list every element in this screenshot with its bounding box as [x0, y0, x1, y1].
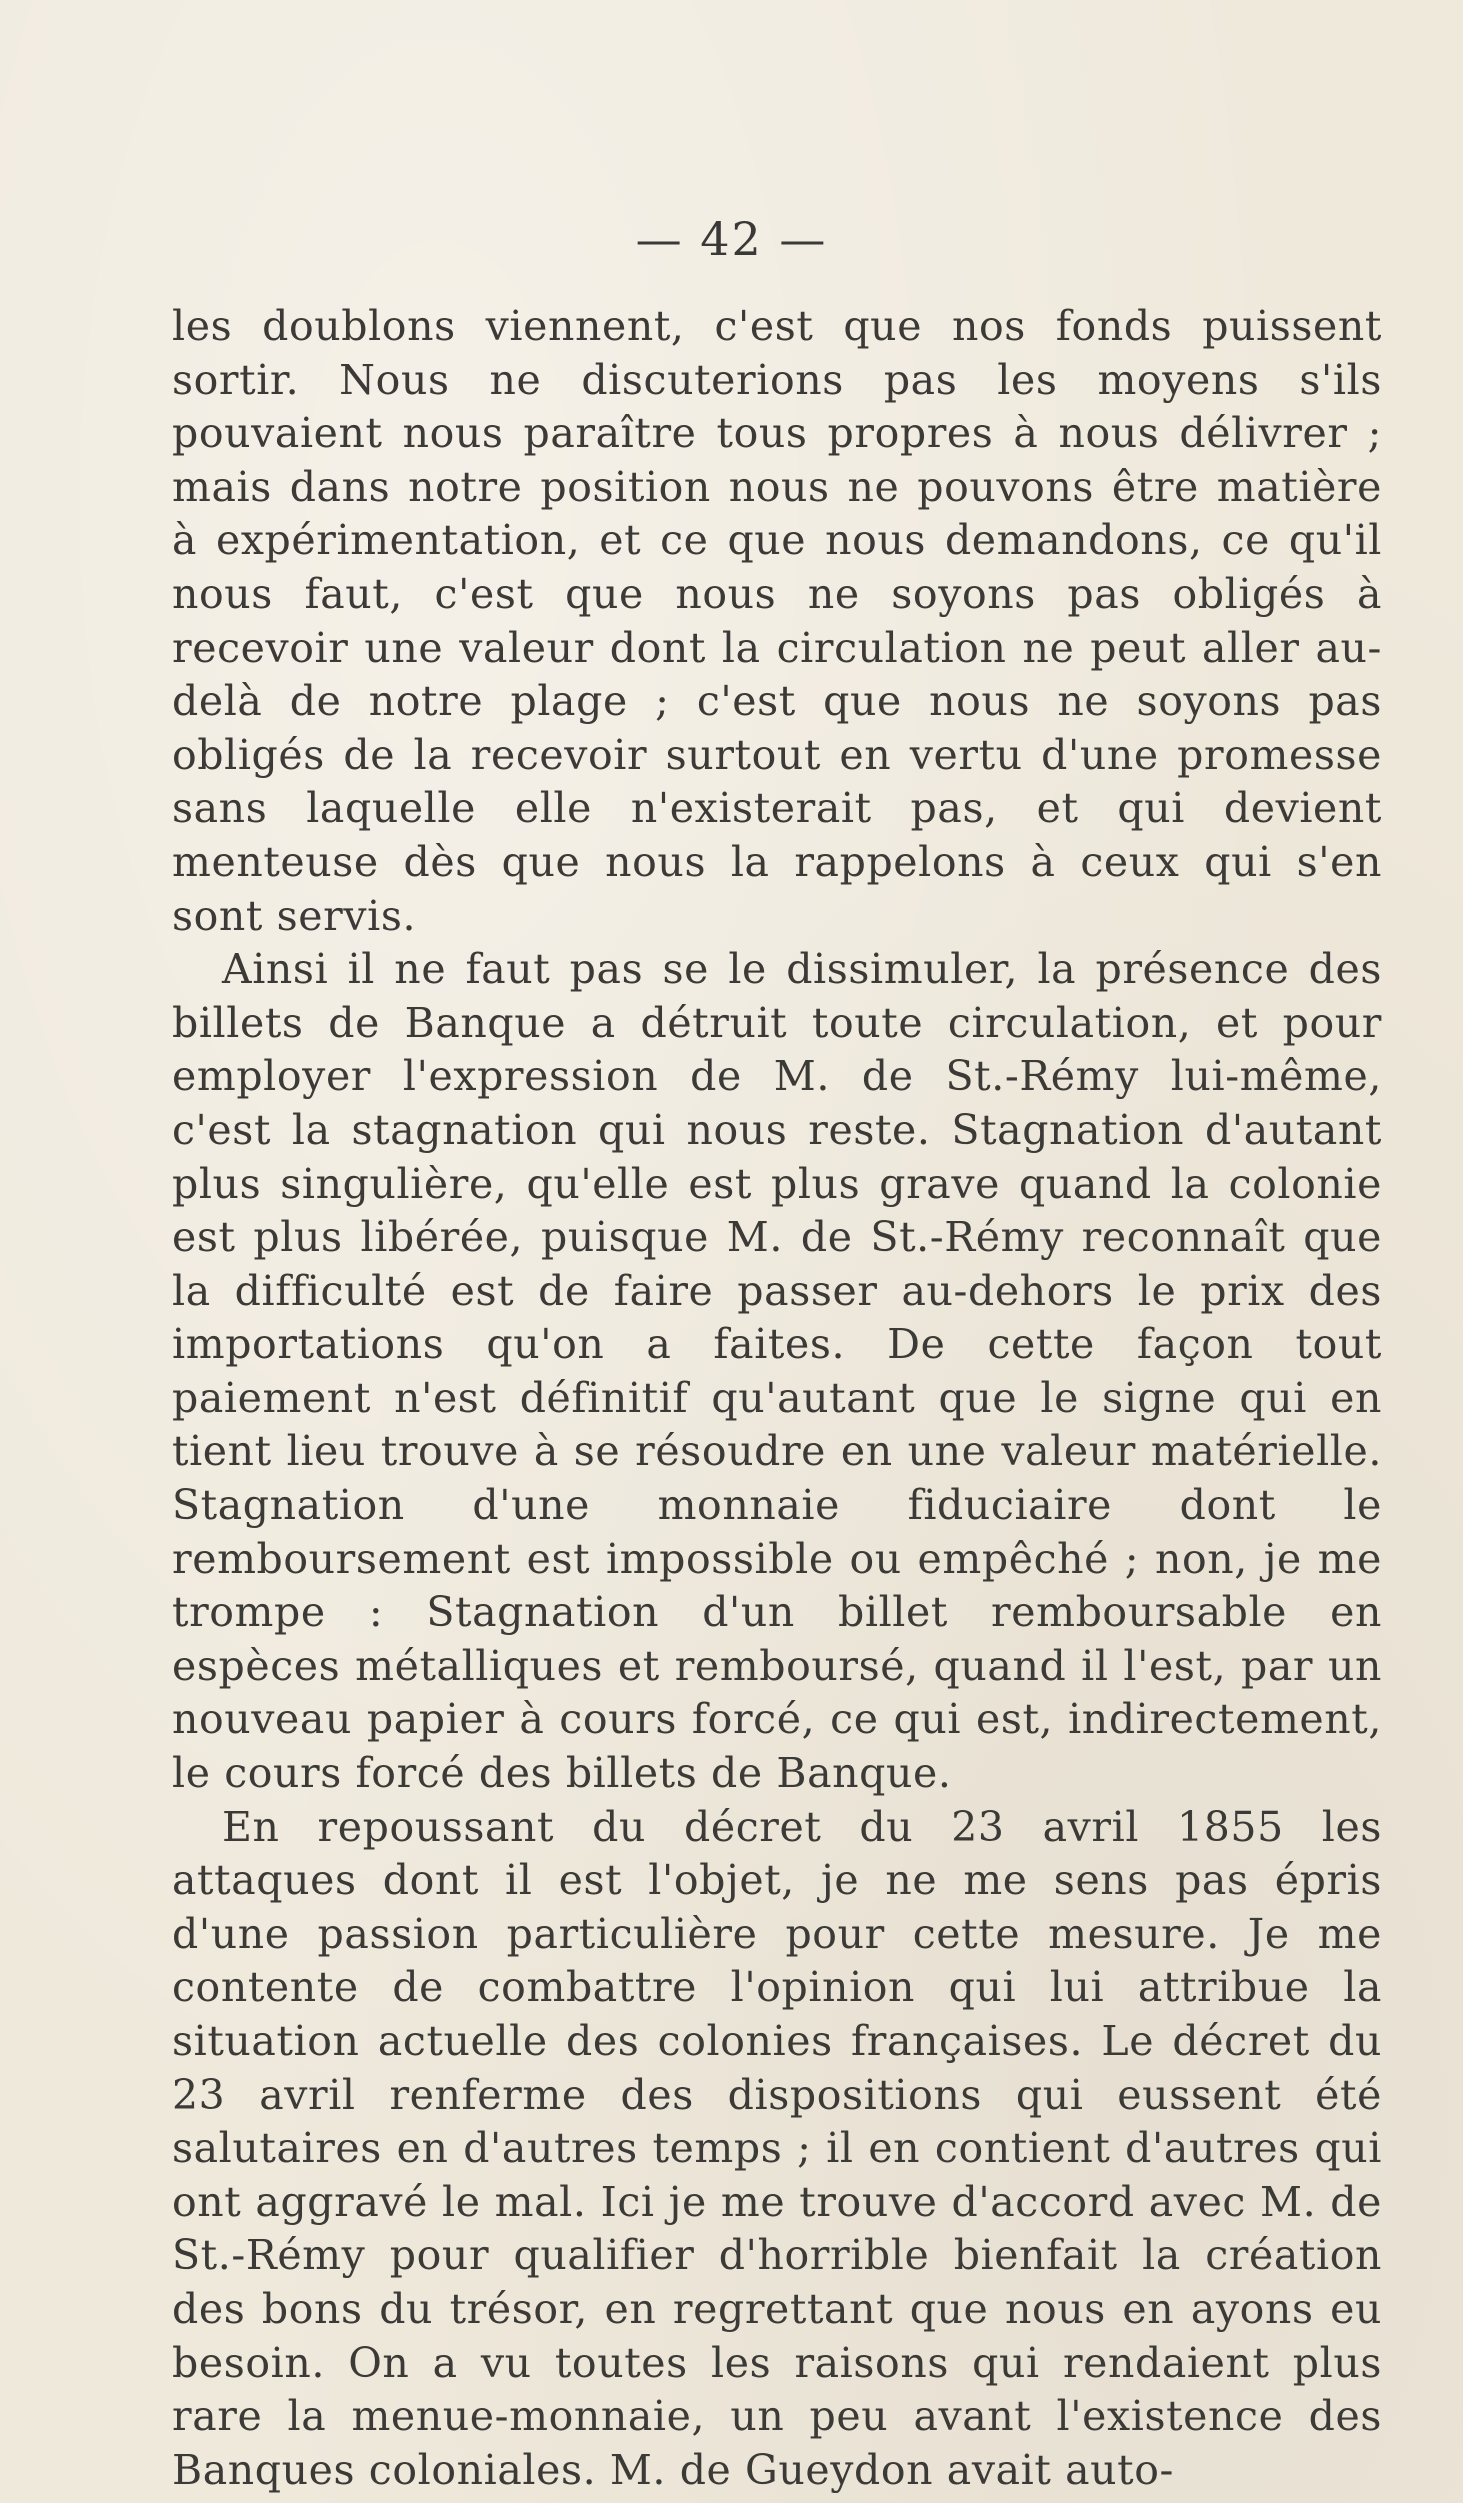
paragraph-3: En repoussant du décret du 23 avril 1855 les attaques dont il est l'objet, je ne me sens pas épris d'une passion particulière pour cette mesure. Je me contente de combattre l'opinion qui lui attribue la situation actuelle des colonies françaises. Le décret du 23 avril renferme des dispositions qui eussent été salutaires en d'autres temps ; il en contient d'autres qui ont aggravé le mal. Ici je me trouve d'accord avec M. de St.-Rémy pour qualifier d'horrible bienfait la création des bons du trésor, en regrettant que nous en ayons eu besoin. On a vu toutes les raisons qui rendaient plus rare la menue-monnaie, un peu avant l'existence des Banques coloniales. M. de Gueydon avait auto- [172, 1802, 1382, 2494]
body-text [172, 300, 1382, 2497]
paragraph-2: Ainsi il ne faut pas se le dissimuler, la présence des billets de Banque a détruit toute circulation, et pour employer l'expression de M. de St.-Rémy lui-même, c'est la stagnation qui nous reste. Stagnation d'autant plus singulière, qu'elle est plus grave quand la colonie est plus libérée, puisque M. de St.-Rémy reconnaît que la difficulté est de faire passer au-dehors le prix des importations qu'on a faites. De cette façon tout paiement n'est définitif qu'autant que le signe qui en tient lieu trouve à se résoudre en une valeur matérielle. Stagnation d'une monnaie fiduciaire dont le remboursement est impossible ou empêché ; non, je me trompe : Stagnation d'un billet remboursable en espèces métalliques et remboursé, quand il l'est, par un nouveau papier à cours forcé, ce qui est, indirectement, le cours forcé des billets de Banque. [172, 945, 1382, 1798]
page-number: — 42 — [635, 212, 828, 266]
paragraph-1: les doublons viennent, c'est que nos fonds puissent sortir. Nous ne discuterions pas les moyens s'ils pouvaient nous paraître tous propres à nous délivrer ; mais dans notre position nous ne pouvons être matière à expérimentation, et ce que nous demandons, ce qu'il nous faut, c'est que nous ne soyons pas obligés à recevoir une valeur dont la circulation ne peut aller au-delà de notre plage ; c'est que nous ne soyons pas obligés de la recevoir surtout en vertu d'une promesse sans laquelle elle n'existerait pas, et qui devient menteuse dès que nous la rappelons à ceux qui s'en sont servis. [172, 302, 1382, 940]
